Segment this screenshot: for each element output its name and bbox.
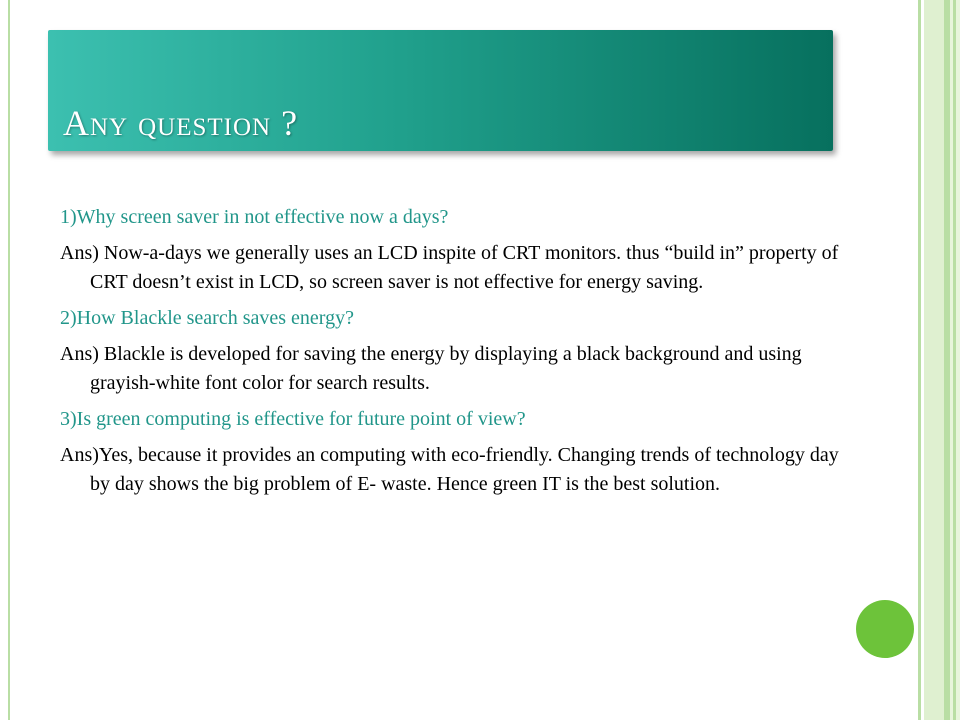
slide-title: Any question ? <box>63 103 299 143</box>
answer-2: Ans) Blackle is developed for saving the energy by displaying a black background and using grayish-white font color for search results. <box>60 343 802 394</box>
stripe <box>918 0 921 720</box>
question-1: 1)Why screen saver in not effective now a days? <box>60 206 449 228</box>
answer-3: Ans)Yes, because it provides an computing with eco-friendly. Changing trends of technology day by day shows the big problem of E- waste. Hence green IT is the best solution. <box>60 444 839 495</box>
title-banner <box>48 30 833 151</box>
question-2: 2)How Blackle search saves energy? <box>60 307 354 329</box>
answer-1: Ans) Now-a-days we generally uses an LCD inspite of CRT monitors. thus “build in” property of CRT doesn’t exist in LCD, so screen saver is not effective for energy saving. <box>60 242 839 293</box>
stripe <box>924 0 944 720</box>
slide-left-border <box>8 0 10 720</box>
stripe <box>953 0 956 720</box>
right-decorative-stripes <box>918 0 960 720</box>
question-3: 3)Is green computing is effective for future point of view? <box>60 408 526 430</box>
green-circle-decoration <box>856 600 914 658</box>
slide-content <box>60 203 840 506</box>
